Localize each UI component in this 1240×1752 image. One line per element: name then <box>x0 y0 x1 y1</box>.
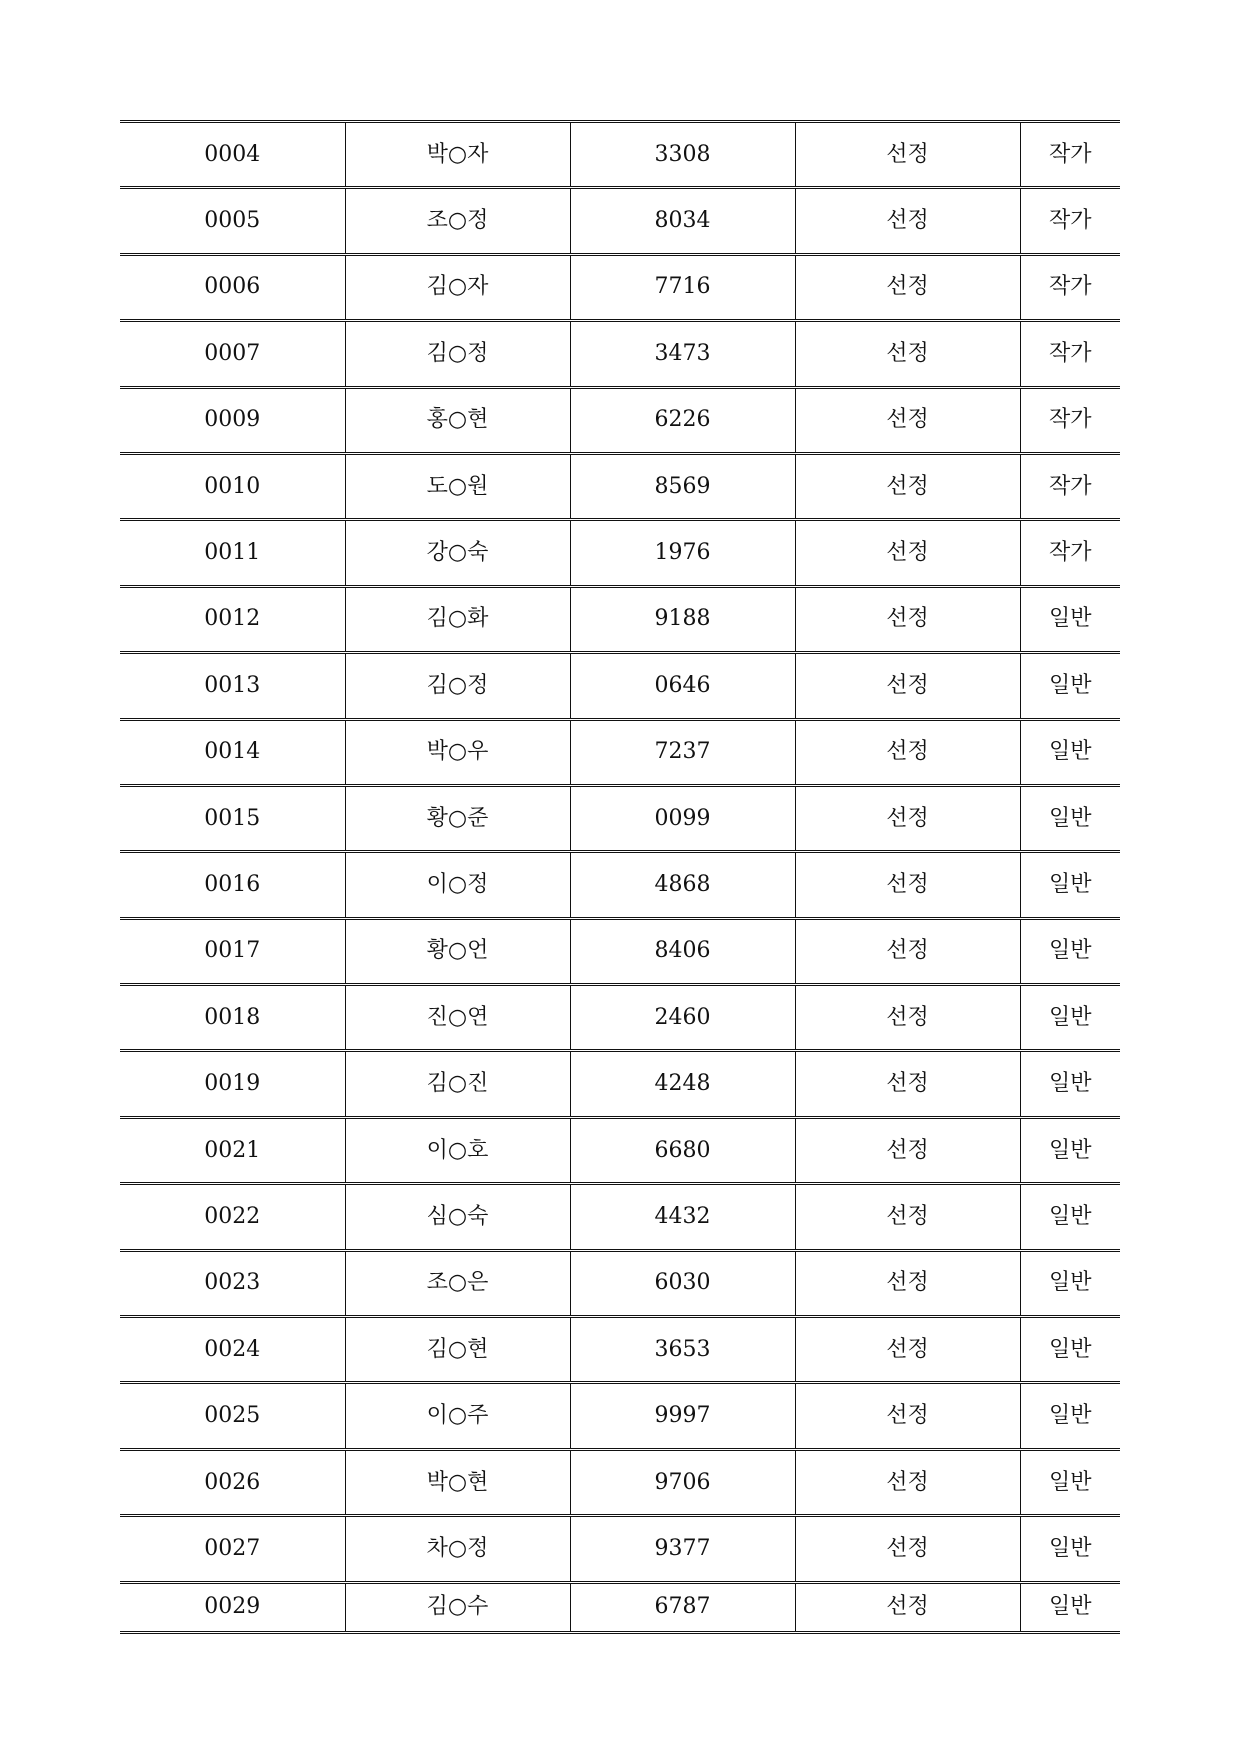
name-cell: 심○숙 <box>345 1184 570 1250</box>
applicant-number-cell: 0004 <box>120 122 345 188</box>
code-cell: 1976 <box>570 520 795 586</box>
table-row <box>120 1383 1120 1449</box>
code-cell: 6680 <box>570 1117 795 1183</box>
applicant-number-cell: 0022 <box>120 1184 345 1250</box>
name-cell: 조○은 <box>345 1250 570 1316</box>
name-cell: 박○우 <box>345 719 570 785</box>
result-cell: 선정 <box>795 785 1020 851</box>
category-cell: 일반 <box>1020 1184 1120 1250</box>
applicant-number-cell: 0012 <box>120 586 345 652</box>
table-row <box>120 586 1120 652</box>
code-cell: 6787 <box>570 1582 795 1632</box>
code-cell: 7237 <box>570 719 795 785</box>
table-row <box>120 1516 1120 1582</box>
category-cell: 일반 <box>1020 1516 1120 1582</box>
code-cell: 9377 <box>570 1516 795 1582</box>
table-row <box>120 520 1120 586</box>
code-cell: 7716 <box>570 254 795 320</box>
category-cell: 작가 <box>1020 122 1120 188</box>
code-cell: 6226 <box>570 387 795 453</box>
table-row <box>120 1582 1120 1632</box>
category-cell: 일반 <box>1020 1383 1120 1449</box>
category-cell: 작가 <box>1020 387 1120 453</box>
name-cell: 이○호 <box>345 1117 570 1183</box>
applicant-number-cell: 0014 <box>120 719 345 785</box>
name-cell: 조○정 <box>345 188 570 254</box>
code-cell: 0099 <box>570 785 795 851</box>
result-cell: 선정 <box>795 387 1020 453</box>
table-row <box>120 1449 1120 1515</box>
category-cell: 일반 <box>1020 1582 1120 1632</box>
name-cell: 김○수 <box>345 1582 570 1632</box>
name-cell: 홍○현 <box>345 387 570 453</box>
code-cell: 3653 <box>570 1317 795 1383</box>
category-cell: 일반 <box>1020 985 1120 1051</box>
name-cell: 이○정 <box>345 852 570 918</box>
name-cell: 김○화 <box>345 586 570 652</box>
result-cell: 선정 <box>795 1051 1020 1117</box>
result-cell: 선정 <box>795 653 1020 719</box>
applicant-number-cell: 0016 <box>120 852 345 918</box>
result-cell: 선정 <box>795 122 1020 188</box>
table-row <box>120 453 1120 519</box>
name-cell: 김○진 <box>345 1051 570 1117</box>
result-cell: 선정 <box>795 1449 1020 1515</box>
applicant-number-cell: 0006 <box>120 254 345 320</box>
table-row <box>120 254 1120 320</box>
result-cell: 선정 <box>795 453 1020 519</box>
name-cell: 박○자 <box>345 122 570 188</box>
table-row <box>120 785 1120 851</box>
code-cell: 9188 <box>570 586 795 652</box>
table-row <box>120 852 1120 918</box>
applicant-number-cell: 0005 <box>120 188 345 254</box>
name-cell: 황○언 <box>345 918 570 984</box>
table-row <box>120 985 1120 1051</box>
table-row <box>120 918 1120 984</box>
name-cell: 차○정 <box>345 1516 570 1582</box>
code-cell: 8034 <box>570 188 795 254</box>
code-cell: 3308 <box>570 122 795 188</box>
applicant-number-cell: 0025 <box>120 1383 345 1449</box>
applicant-number-cell: 0009 <box>120 387 345 453</box>
result-cell: 선정 <box>795 1383 1020 1449</box>
applicant-number-cell: 0019 <box>120 1051 345 1117</box>
category-cell: 일반 <box>1020 785 1120 851</box>
result-cell: 선정 <box>795 1117 1020 1183</box>
name-cell: 김○정 <box>345 321 570 387</box>
name-cell: 김○현 <box>345 1317 570 1383</box>
code-cell: 3473 <box>570 321 795 387</box>
category-cell: 일반 <box>1020 1250 1120 1316</box>
table-row <box>120 188 1120 254</box>
result-cell: 선정 <box>795 520 1020 586</box>
applicant-number-cell: 0026 <box>120 1449 345 1515</box>
result-cell: 선정 <box>795 254 1020 320</box>
category-cell: 일반 <box>1020 1317 1120 1383</box>
result-cell: 선정 <box>795 852 1020 918</box>
name-cell: 강○숙 <box>345 520 570 586</box>
category-cell: 일반 <box>1020 719 1120 785</box>
applicant-number-cell: 0027 <box>120 1516 345 1582</box>
table-row <box>120 1250 1120 1316</box>
name-cell: 김○자 <box>345 254 570 320</box>
applicant-number-cell: 0024 <box>120 1317 345 1383</box>
applicant-number-cell: 0018 <box>120 985 345 1051</box>
applicant-number-cell: 0013 <box>120 653 345 719</box>
applicant-number-cell: 0029 <box>120 1582 345 1632</box>
result-cell: 선정 <box>795 321 1020 387</box>
code-cell: 8406 <box>570 918 795 984</box>
result-cell: 선정 <box>795 188 1020 254</box>
code-cell: 4868 <box>570 852 795 918</box>
table-row <box>120 1117 1120 1183</box>
name-cell: 이○주 <box>345 1383 570 1449</box>
category-cell: 일반 <box>1020 586 1120 652</box>
code-cell: 9706 <box>570 1449 795 1515</box>
code-cell: 0646 <box>570 653 795 719</box>
category-cell: 일반 <box>1020 653 1120 719</box>
code-cell: 6030 <box>570 1250 795 1316</box>
name-cell: 박○현 <box>345 1449 570 1515</box>
category-cell: 작가 <box>1020 188 1120 254</box>
applicant-number-cell: 0017 <box>120 918 345 984</box>
selection-results-table <box>120 120 1120 1634</box>
code-cell: 2460 <box>570 985 795 1051</box>
applicant-number-cell: 0023 <box>120 1250 345 1316</box>
result-cell: 선정 <box>795 918 1020 984</box>
category-cell: 작가 <box>1020 453 1120 519</box>
code-cell: 8569 <box>570 453 795 519</box>
table-row <box>120 122 1120 188</box>
applicant-number-cell: 0007 <box>120 321 345 387</box>
result-cell: 선정 <box>795 1317 1020 1383</box>
category-cell: 일반 <box>1020 1117 1120 1183</box>
code-cell: 4432 <box>570 1184 795 1250</box>
table-row <box>120 387 1120 453</box>
table-row <box>120 719 1120 785</box>
table-row <box>120 1184 1120 1250</box>
name-cell: 김○정 <box>345 653 570 719</box>
applicant-number-cell: 0015 <box>120 785 345 851</box>
category-cell: 일반 <box>1020 1051 1120 1117</box>
category-cell: 일반 <box>1020 1449 1120 1515</box>
category-cell: 작가 <box>1020 520 1120 586</box>
category-cell: 작가 <box>1020 321 1120 387</box>
code-cell: 4248 <box>570 1051 795 1117</box>
table-row <box>120 653 1120 719</box>
category-cell: 일반 <box>1020 852 1120 918</box>
name-cell: 황○준 <box>345 785 570 851</box>
result-cell: 선정 <box>795 1250 1020 1316</box>
category-cell: 일반 <box>1020 918 1120 984</box>
result-cell: 선정 <box>795 985 1020 1051</box>
applicant-number-cell: 0010 <box>120 453 345 519</box>
applicant-number-cell: 0011 <box>120 520 345 586</box>
table-row <box>120 321 1120 387</box>
table-body <box>120 122 1120 1633</box>
name-cell: 도○원 <box>345 453 570 519</box>
result-cell: 선정 <box>795 1184 1020 1250</box>
applicant-number-cell: 0021 <box>120 1117 345 1183</box>
result-cell: 선정 <box>795 1516 1020 1582</box>
category-cell: 작가 <box>1020 254 1120 320</box>
result-cell: 선정 <box>795 1582 1020 1632</box>
result-cell: 선정 <box>795 719 1020 785</box>
result-cell: 선정 <box>795 586 1020 652</box>
name-cell: 진○연 <box>345 985 570 1051</box>
code-cell: 9997 <box>570 1383 795 1449</box>
table-row <box>120 1051 1120 1117</box>
table-row <box>120 1317 1120 1383</box>
